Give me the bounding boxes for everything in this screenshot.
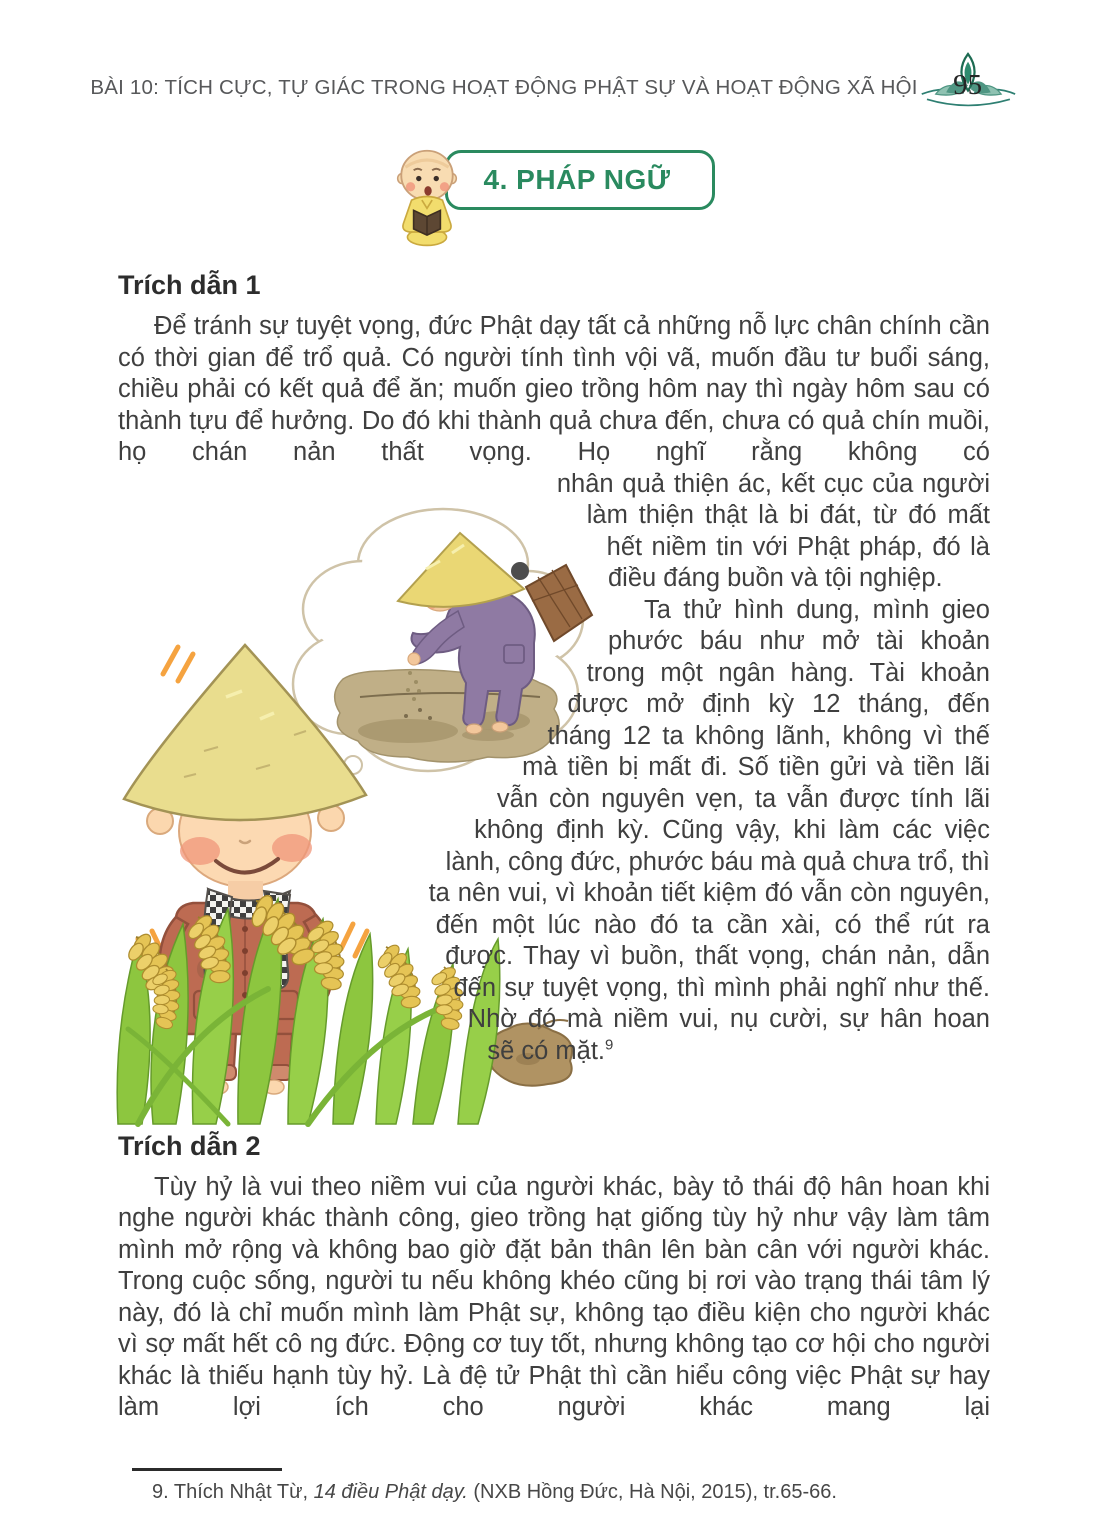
footnote-divider <box>132 1468 282 1471</box>
section-badge <box>391 150 716 246</box>
section-badge-box <box>445 150 716 210</box>
chapter-title: BÀI 10: TÍCH CỰC, TỰ GIÁC TRONG HOẠT ĐỘNG PHẬT SỰ VÀ HOẠT ĐỘNG XÃ HỘI <box>90 76 918 99</box>
footnote <box>152 1481 990 1504</box>
quote1-paragraph2-text: Ta thử hình dung, mình gieo phước báu như mở tài khoản trong một ngân hàng. Tài khoản được mở định kỳ 12 tháng, đến tháng 12 ta không lãnh, không vì thế mà tiền bị mất đi. Số tiền gửi và tiền lãi vẫn còn nguyên vẹn, ta vẫn được tính lãi không định kỳ. Cũng vậy, khi làm các việc lành, công đức, phước báu mà quả chưa trổ, thì ta nên vui, vì khoản tiết kiệm đó vẫn còn nguyên, đến một lúc nào đó ta cần xài, có thể rút ra được. Thay vì buồn, thất vọng, chán nản, dẫn đến sự tuyệt vọng, thì mình phải nghĩ như thế. Nhờ đó mà niềm vui, nụ cười, sự hân hoan sẽ có mặt. <box>428 595 990 1065</box>
footnote-area <box>118 1468 990 1504</box>
footnote-citation-start: 9. Thích Nhật Từ, <box>152 1480 314 1503</box>
page-number-ornament <box>920 48 1016 114</box>
footnote-citation-end: (NXB Hồng Đức, Hà Nội, 2015), tr.65-66. <box>467 1480 837 1503</box>
quote1-paragraph-wrap: nhân quả thiện ác, kết cục của người làm thiện thật là bi đát, từ đó mất hết niềm tin với Phật pháp, đó là điều đáng buồn và tội nghiệp. <box>556 469 990 592</box>
quote1-heading: Trích dẫn 1 <box>118 270 261 300</box>
section-badge-label: 4. PHÁP NGỮ <box>483 164 671 195</box>
page-number: 95 <box>953 69 983 101</box>
quote2-heading: Trích dẫn 2 <box>118 1130 261 1161</box>
quote2-paragraph: Tùy hỷ là vui theo niềm vui của người khác, bày tỏ thái độ hân hoan khi nghe người khác thành công, gieo trồng hạt giống tùy hỷ như vậy làm tâm mình mở rộng và không bao giờ đặt bản thân lên bàn cân với người khác. Trong cuộc sống, người tu nếu không khéo cũng bị rơi vào trạng thái tâm lý này, đó là chỉ muốn mình làm Phật sự, không tạo điều kiện cho người khác vì sợ mất hết cô ng đức. Động cơ tuy tốt, nhưng không tạo cơ hội cho người khác là thiếu hạnh tùy hỷ. Là đệ tử Phật thì cần hiểu công việc Phật sự hay làm lợi ích cho người khác mang lại <box>118 1172 990 1421</box>
footnote-ref: 9 <box>605 1036 614 1053</box>
footnote-book-title: 14 điều Phật dạy. <box>313 1480 468 1503</box>
quote1-paragraph-lead: Để tránh sự tuyệt vọng, đức Phật dạy tất cả những nỗ lực chân chính cần có thời gian để trổ quả. Có người tính tình vội vã, muốn đầu tư buổi sáng, chiều phải có kết quả để ăn; muốn gieo trồng hôm nay thì ngày hôm sau có thành tựu để hưởng. Do đó khi thành quả chưa đến, chưa có quả chín muồi, họ chán nản thất vọng. Họ nghĩ rằng không có <box>118 312 990 466</box>
quote1-wrap-zone <box>118 469 990 1068</box>
page-header <box>0 0 1106 114</box>
page-content <box>118 270 990 1424</box>
monk-reading-icon <box>391 144 463 248</box>
